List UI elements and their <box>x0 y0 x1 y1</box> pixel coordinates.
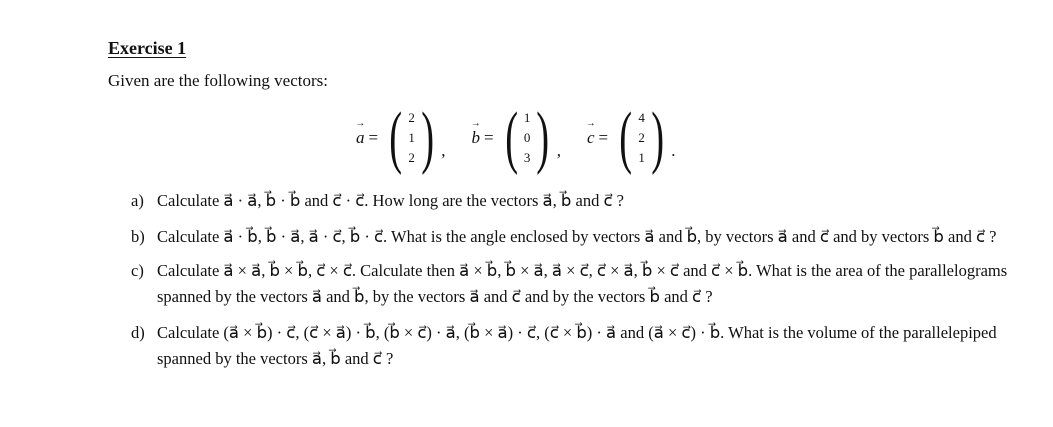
vector-a-components: 2 1 2 <box>408 110 415 165</box>
exercise-heading: Exercise 1 <box>108 38 187 58</box>
left-paren: ( <box>619 99 633 176</box>
vector-b-components: 1 0 3 <box>523 110 531 165</box>
task-label: c) <box>131 261 144 280</box>
intro-text: Given are the following vectors: <box>108 71 328 90</box>
task-list <box>131 188 1011 378</box>
right-paren: ) <box>421 99 434 176</box>
separator: . <box>671 141 676 160</box>
task-item <box>131 224 1011 250</box>
task-label: b) <box>131 227 145 246</box>
vector-b-name: → b <box>471 128 480 148</box>
task-item <box>131 258 1011 310</box>
task-text: Calculate a⃗ · a⃗, b⃗ · b⃗ and c⃗ · c⃗. How long are the vectors a⃗, b⃗ and c⃗ ? <box>157 191 624 210</box>
left-paren: ( <box>389 99 403 176</box>
separator: , <box>556 141 561 160</box>
task-item <box>131 188 1011 214</box>
task-item <box>131 320 1011 372</box>
vector-c-components: 4 2 1 <box>638 110 645 165</box>
vector-definitions <box>356 99 676 176</box>
task-label: a) <box>131 191 144 210</box>
equals-sign: = <box>598 128 609 147</box>
vector-c-name: → c <box>587 128 595 148</box>
task-text: Calculate a⃗ · b⃗, b⃗ · a⃗, a⃗ · c⃗, b⃗ · c⃗. What is the angle enclosed by vectors a⃗ and b⃗, by vectors a⃗ and c⃗ and by vectors b⃗ and c⃗ ? <box>157 227 997 246</box>
separator: , <box>441 141 446 160</box>
vector-a-name: → a <box>356 128 365 148</box>
equals-sign: = <box>368 128 379 147</box>
task-text: Calculate (a⃗ × b⃗) · c⃗, (c⃗ × a⃗) · b⃗, (b⃗ × c⃗) · a⃗, (b⃗ × a⃗) · c⃗, (c⃗ × b⃗) · a⃗ and (a⃗ × c⃗) · b⃗. What is the volume of the parallelepiped spanned by the vectors a⃗, b⃗ and c⃗ ? <box>157 323 997 368</box>
task-text: Calculate a⃗ × a⃗, b⃗ × b⃗, c⃗ × c⃗. Calculate then a⃗ × b⃗, b⃗ × a⃗, a⃗ × c⃗, c⃗ × a⃗, b⃗ × c⃗ and c⃗ × b⃗. What is the area of the parallelograms spanned by the vectors a⃗ and b⃗, by the vectors a⃗ and c⃗ and by the vectors b⃗ and c⃗ ? <box>157 261 1008 306</box>
equals-sign: = <box>483 128 494 147</box>
left-paren: ( <box>504 99 518 176</box>
task-label: d) <box>131 323 145 342</box>
right-paren: ) <box>536 99 550 176</box>
right-paren: ) <box>651 99 664 176</box>
